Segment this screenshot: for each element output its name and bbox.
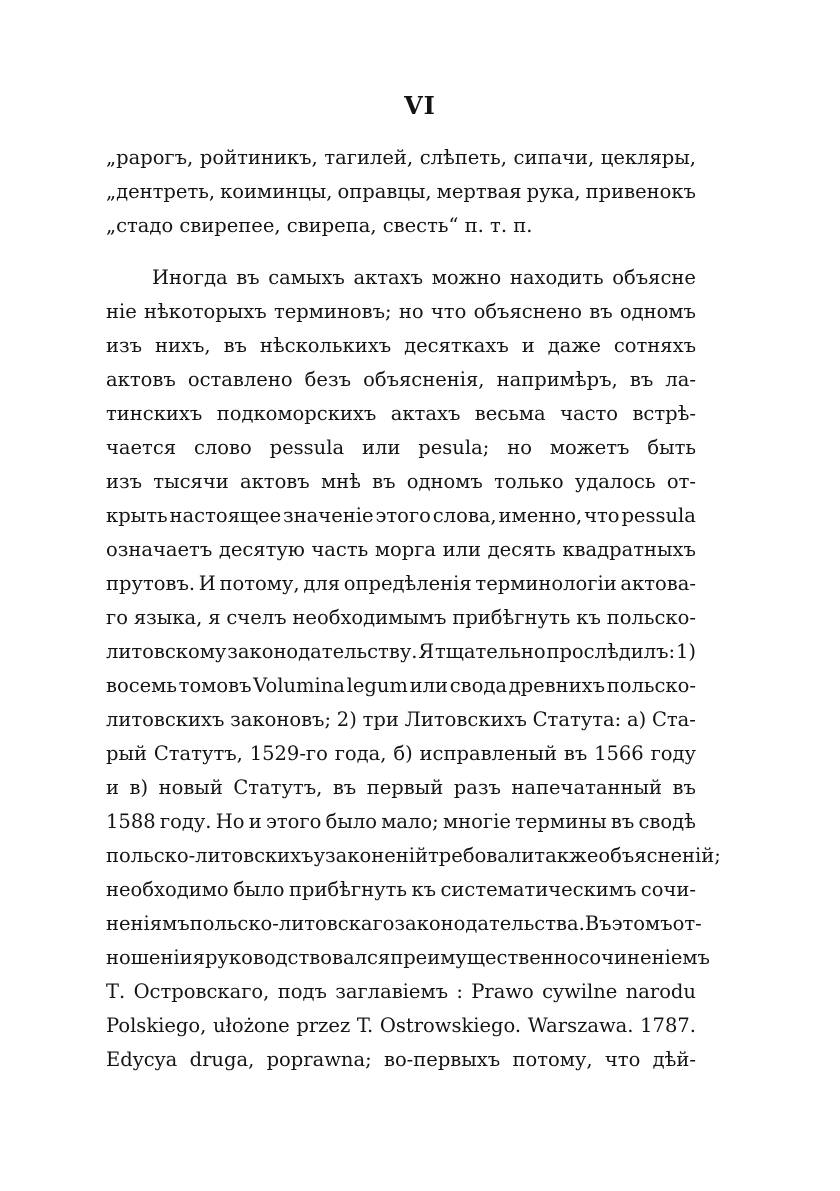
text-line: „стадо свирепее, свирепа, свесть“ п. т. п. [106,214,533,237]
text-line: 1588 году. Но и этого было мало; многіе термины въ сводѣ [106,810,696,833]
text-line: „рарогъ, ройтиникъ, тагилей, слѣпеть, сипачи, цекляры, [106,146,696,169]
text-line: тинскихъ подкоморскихъ актахъ весьма часто встрѣ- [106,402,696,425]
text-line: литовскихъ законовъ; 2) три Литовскихъ Статута: а) Ста- [106,708,696,731]
text-line: прутовъ. И потому, для опредѣленія терминологіи актова- [106,572,696,595]
text-line: ніе нѣкоторыхъ терминовъ; но что объяснено въ одномъ [106,300,696,323]
text-line: польско-литовскихъ узаконеній требовали также объясненій; [106,844,721,867]
text-line: и в) новый Статутъ, въ первый разъ напечатанный въ [106,776,696,799]
text-line: чается слово pessula или pesula; но можетъ быть [106,436,696,459]
text-line: „дентреть, коиминцы, оправцы, мертвая рука, привенокъ [106,180,696,203]
text-line: рый Статутъ, 1529-го года, б) исправленый въ 1566 году [106,742,696,765]
text-line: Edycya druga, poprawna; во-первыхъ потому, что дѣй- [106,1048,696,1071]
paragraph-1 [106,141,696,243]
text-line: означаетъ десятую часть морга или десять квадратныхъ [106,538,696,561]
text-line: необходимо было прибѣгнуть къ систематическимъ сочи- [106,878,696,901]
text-line: неніямъ польско-литовскаго законодательства. Въ этомъ от- [106,912,702,935]
text-line: Polskiego, ułożone przez T. Ostrowskiego. Warszawa. 1787. [106,1014,696,1037]
text-line: восемь томовъ Volumina legum или свода древнихъ польско- [106,674,696,697]
text-line: изъ тысячи актовъ мнѣ въ одномъ только удалось от- [106,470,696,493]
text-line: крыть настоящее значеніе этого слова, именно, что pessula [106,504,696,527]
text-line: ношеніи я руководствовался преимущественно сочиненіемъ [106,946,710,969]
text-line: изъ нихъ, въ нѣсколькихъ десяткахъ и даже сотняхъ [106,334,696,357]
text-line: Т. Островскаго, подъ заглавіемъ : Prawo cywilne narodu [106,980,696,1003]
text-line: го языка, я счелъ необходимымъ прибѣгнуть къ польско- [106,606,696,629]
text-line: литовскому законодательству. Я тщательно прослѣдилъ: 1) [106,640,696,663]
text-line: Иногда въ самыхъ актахъ можно находить объясне [152,266,696,289]
text-line: актовъ оставлено безъ объясненія, напримѣръ, въ ла- [106,368,696,391]
paragraph-2 [106,261,721,1077]
page-number: VI [404,91,436,120]
